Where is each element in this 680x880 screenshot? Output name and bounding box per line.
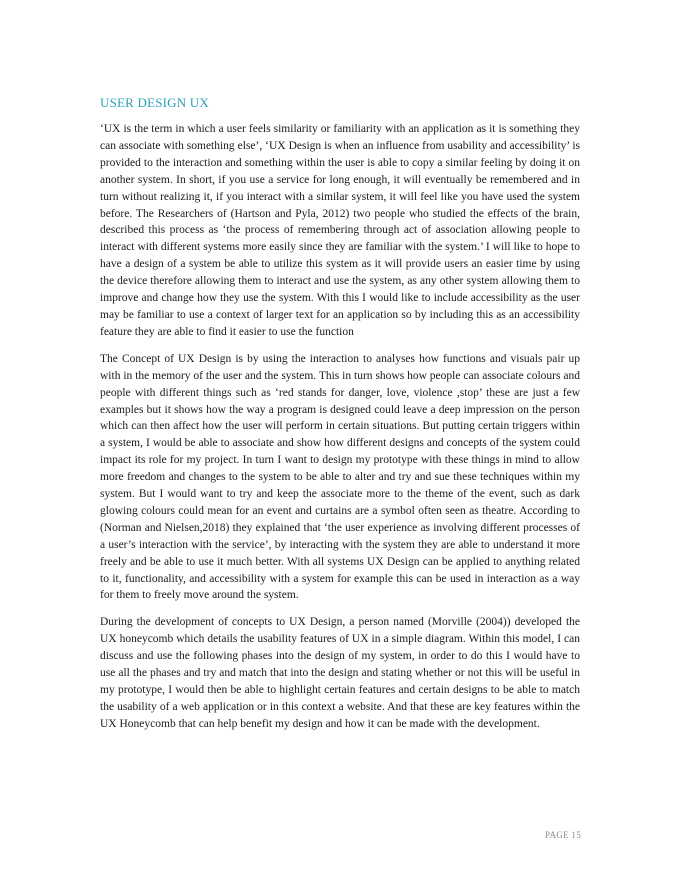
section-heading: USER DESIGN UX xyxy=(100,95,209,110)
paragraph-ux-concept: The Concept of UX Design is by using the interaction to analyses how functions and visuals pair up with in the memory of the user and the system. This in turn shows how people can associate colours and people with different things such as ‘red stands for danger, love, violence ,stop’ these are just a few examples but it shows how the way a program is designed could leave a deep impression on the person which can then affect how the user will perform in certain situations. But putting certain triggers within a system, I would be able to associate and show how different designs and concepts of the system could impact its role for my project. In turn I want to design my prototype with these things in mind to allow more freedom and changes to the system to be able to alter and try and sue these techniques within my system. But I would want to try and keep the associate more to the theme of the event, such as dark glowing colours could mean for an event and curtains are a symbol often seen as theatre. According to (Norman and Nielsen,2018) they explained that ‘the user experience as involving different processes of a user’s interaction with the service’, by interacting with the system they are able to understand it more freely and be able to use it much better. With all systems UX Design can be applied to anything related to it, functionality, and accessibility with a system for example this can be used in interaction as a way for them to freely move around the system. xyxy=(100,352,580,602)
body-text xyxy=(100,121,580,743)
paragraph-ux-honeycomb: During the development of concepts to UX Design, a person named (Morville (2004)) developed the UX honeycomb which details the usability features of UX in a simple diagram. Within this model, I can discuss and use the following phases into the design of my system, in order to do this I would have to use all the phases and try and match that into the design and stating whether or not this will be useful in my prototype, I would then be able to highlight certain features and certain designs to be able to match the usability of a web application or in this context a website. And that these are key features within the UX Honeycomb that can help benefit my design and how it can be made with the development. xyxy=(100,616,580,730)
paragraph-ux-definition: ‘UX is the term in which a user feels similarity or familiarity with an application as it is something they can associate with something else’, ‘UX Design is when an influence from usability and accessibility’ is provided to the interaction and something within the user is able to copy a similar feeling by doing it on another system. In short, if you use a service for long enough, it will eventually be remembered and in turn without realizing it, if you interact with a similar system, it will feel like you have used the system before. The Researchers of (Hartson and Pyla, 2012) two people who studied the effects of the brain, described this process as ‘the process of remembering through act of association allowing people to interact with different systems more easily since they are familiar with the system.’ I will like to hope to have a design of a system be able to utilize this system as it will provide users an easier time by using the device therefore allowing them to interact and use the system, as any other system allowing them to improve and change how they use the system. With this I would like to include accessibility as the user may be familiar to use a context of larger text for an application so by including this as an accessibility feature they are able to find it easier to use the function xyxy=(100,123,580,338)
page-number: PAGE 15 xyxy=(544,830,581,840)
